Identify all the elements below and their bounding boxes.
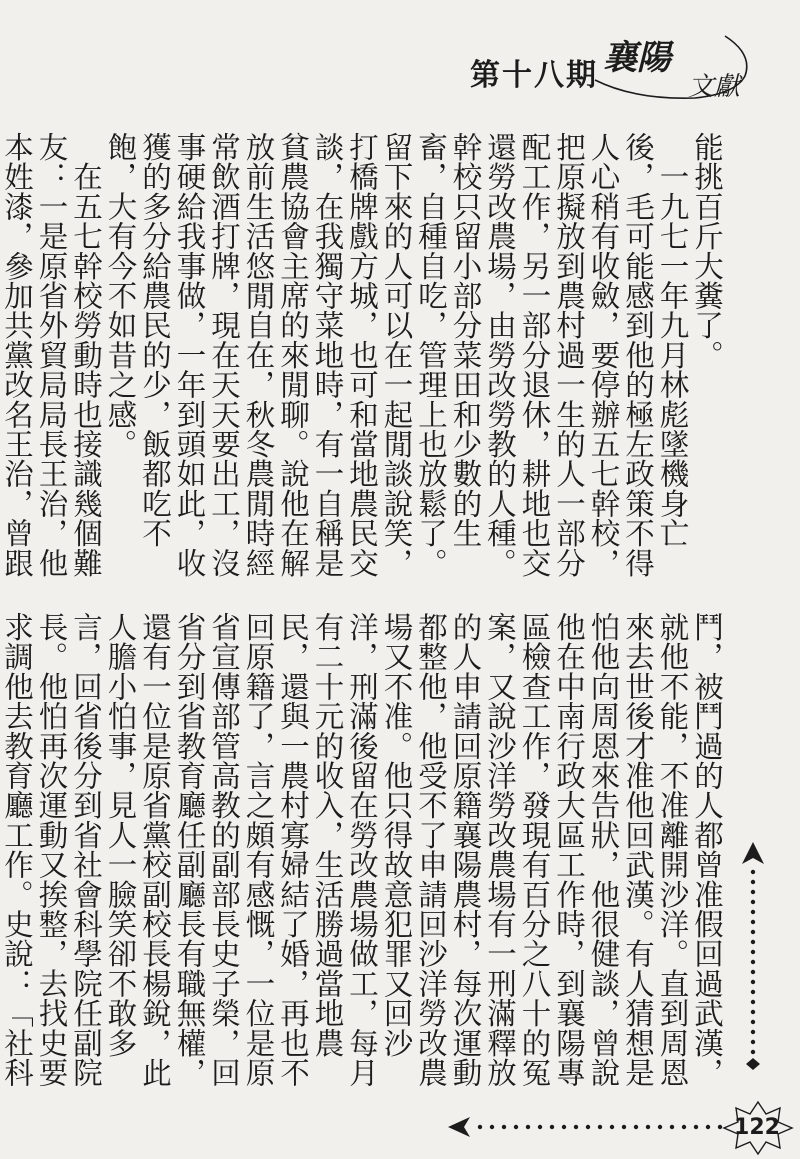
issue-label: 第十八期 [470, 58, 598, 93]
vertical-arrow-ornament [736, 842, 770, 1072]
body-text-lower: 鬥，被鬥過的人都曾准假回過武漢，就他不能，不准離開沙洋。直到周恩來去世後才准他回武漢。有人猜想是怕他向周恩來告狀，他很健談，曾說他在中南行政大區工作時，到襄陽專區檢查工作，發現有百分之八十的冤案，又說沙洋勞改農場有一刑滿釋放的人申請回原籍襄陽農村，每次運動都整他，他受不了申請回沙洋勞改農場又不准。他只得故意犯罪又回沙洋，刑滿後留在勞改農場做工，每月有二十元的收入，生活勝過當地農民，還與一農村寡婦結了婚，再也不回原籍了，言之頗有感慨，一位是原省宣傳部管高教的副部長史子榮，回省分到省教育廳任副廳長有職無權，還有一位是原省黨校副校長楊銳，此人膽小怕事，見人一臉笑卻不敢多言，回省後分到省社會科學院任副院長。他怕再次運動又挨整，去找史要求調他去教育廳工作。史說：「社科 [0, 612, 724, 1088]
page-number: 122 [734, 1114, 780, 1140]
journal-logo-title: 襄陽 [603, 38, 671, 78]
page-header [0, 14, 800, 124]
journal-logo-subtitle: 文獻 [688, 72, 741, 102]
horizontal-arrow-ornament [448, 1112, 738, 1142]
body-text-upper: 能挑百斤大糞了。 一九七一年九月林彪墜機身亡後，毛可能感到他的極左政策不得人心稍有收斂，要停辦五七幹校，把原擬放到農村過一生的人一部分配工作，另一部分退休，耕地也交還勞改農場，由勞改勞教的人種。幹校只留小部分菜田和少數的生畜，自種自吃，管理上也放鬆了。留下來的人可以在一起閒談說笑，打橋牌戲方城，也可和當地農民交談，在我獨守菜地時，有一自稱是貧農協會主席的來閒聊。說他在解放前生活悠閒自在，秋冬農閒時經常飲酒打牌，現在天天要出工，沒事硬給我事做，一年到頭如此，收獲的多分給農民的少，飯都吃不飽，大有今不如昔之感。 在五七幹校勞動時也接識幾個難友：一是原省外貿局局長王治，他本姓漆，參加共黨改名王治，曾跟 [0, 132, 724, 578]
